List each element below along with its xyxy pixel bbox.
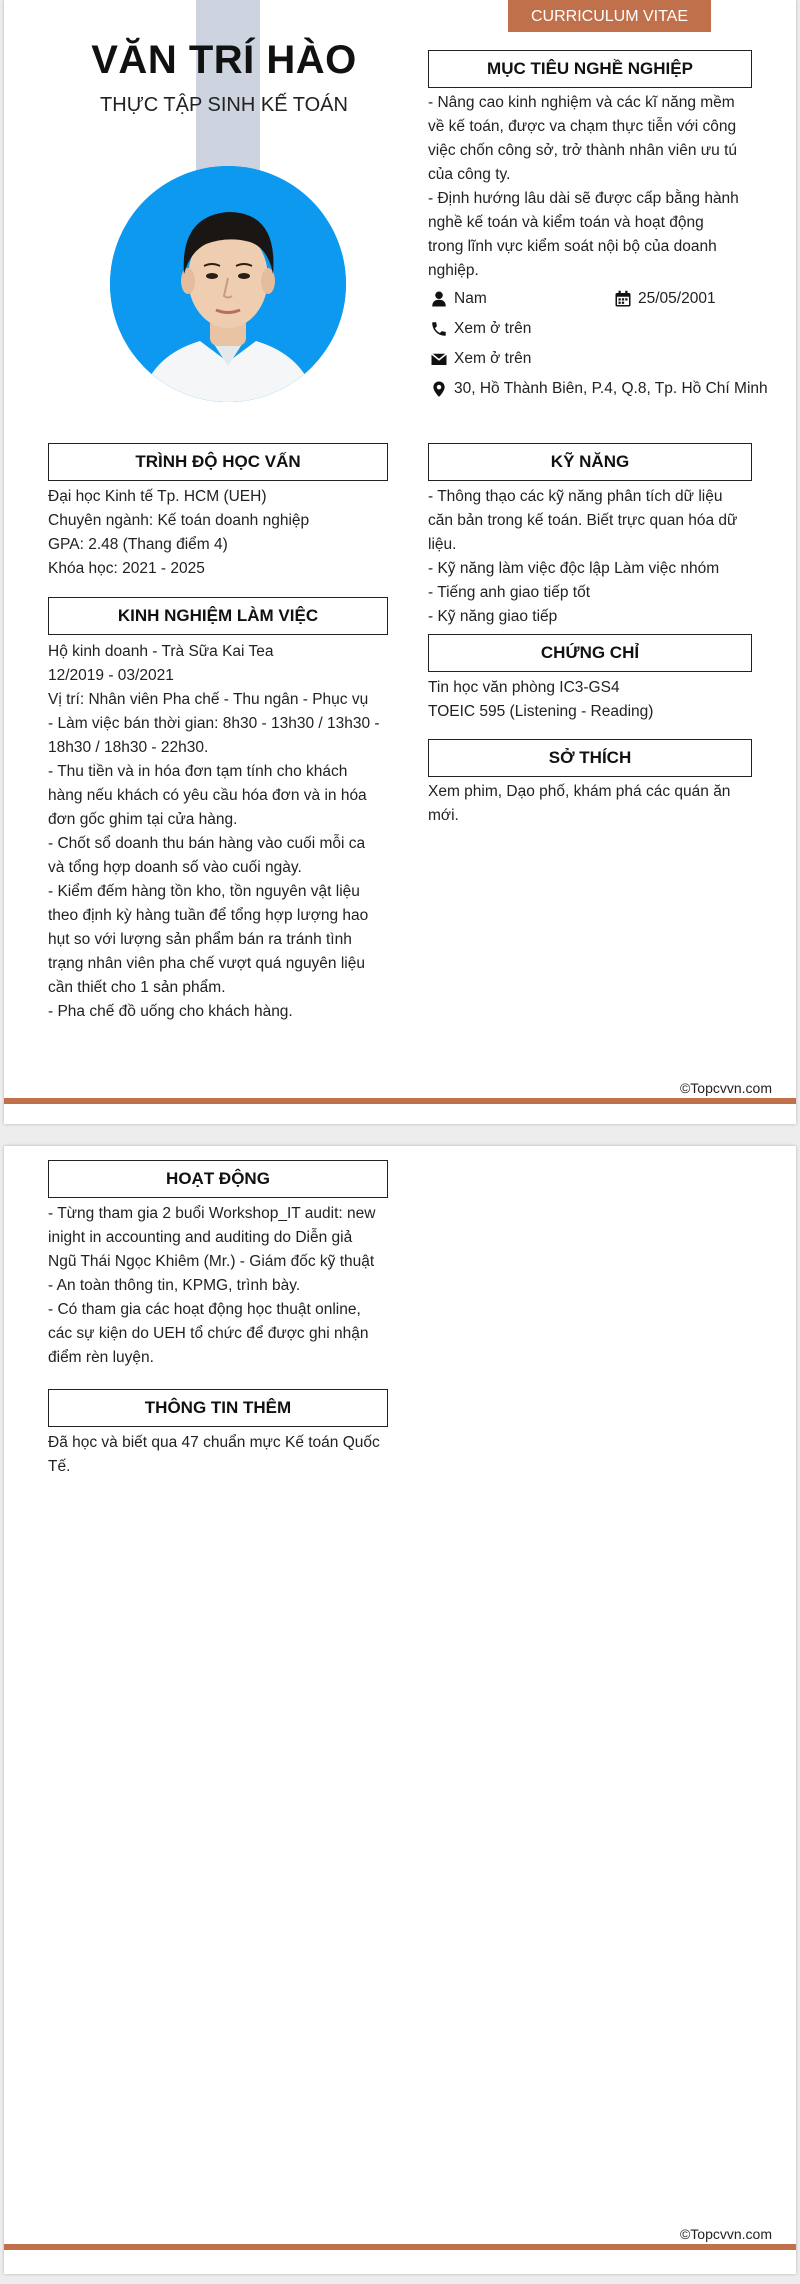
footer-divider <box>4 1098 796 1104</box>
hobbies-line: mới. <box>428 807 459 824</box>
education-title: TRÌNH ĐỘ HỌC VẤN <box>48 443 388 481</box>
skills-line: liệu. <box>428 536 457 553</box>
copyright: ©Topcvvn.com <box>679 1080 772 1096</box>
activities-line: - Từng tham gia 2 buổi Workshop_IT audit: new <box>48 1205 376 1222</box>
experience-text <box>48 640 388 1024</box>
hobbies-text <box>428 780 758 828</box>
education-line: GPA: 2.48 (Thang điểm 4) <box>48 536 228 553</box>
experience-line: Hộ kinh doanh - Trà Sữa Kai Tea <box>48 643 274 660</box>
education-line: Khóa học: 2021 - 2025 <box>48 560 205 577</box>
candidate-role: THỰC TẬP SINH KẾ TOÁN <box>100 94 348 116</box>
experience-line: - Chốt sổ doanh thu bán hàng vào cuối mỗi ca <box>48 835 366 852</box>
location-pin-icon <box>430 380 448 398</box>
experience-line: hụt so với lượng sản phẩm bán ra tránh tình <box>48 931 352 948</box>
footer-divider <box>4 2244 796 2250</box>
activities-line: inight in accounting and auditing do Diễn giả <box>48 1229 353 1246</box>
email-row <box>430 350 531 368</box>
decorative-stripe <box>196 0 260 172</box>
education-line: Chuyên ngành: Kế toán doanh nghiệp <box>48 512 310 529</box>
experience-line: và tổng hợp doanh số vào cuối ngày. <box>48 859 302 876</box>
envelope-icon <box>430 350 448 368</box>
calendar-icon <box>614 290 632 308</box>
dob-value: 25/05/2001 <box>638 290 716 307</box>
experience-line: 12/2019 - 03/2021 <box>48 667 174 684</box>
gender-row <box>430 290 487 308</box>
copyright: ©Topcvvn.com <box>679 2226 772 2242</box>
person-icon <box>430 290 448 308</box>
experience-line: - Pha chế đồ uống cho khách hàng. <box>48 1003 293 1020</box>
dob-row <box>614 290 716 308</box>
objective-title: MỤC TIÊU NGHỀ NGHIỆP <box>428 50 752 88</box>
extra-info-line: Tế. <box>48 1458 71 1475</box>
phone-row <box>430 320 531 338</box>
skills-line: - Thông thạo các kỹ năng phân tích dữ liệu <box>428 488 723 505</box>
experience-line: 18h30 / 18h30 - 22h30. <box>48 739 209 756</box>
extra-info-line: Đã học và biết qua 47 chuẩn mực Kế toán Quốc <box>48 1434 380 1451</box>
certificate-line: TOEIC 595 (Listening - Reading) <box>428 703 654 720</box>
hobbies-title: SỞ THÍCH <box>428 739 752 777</box>
objective-line: nghề kế toán và kiểm toán và hoạt động <box>428 214 704 231</box>
hobbies-line: Xem phim, Dạo phố, khám phá các quán ăn <box>428 783 731 800</box>
certificate-line: Tin học văn phòng IC3-GS4 <box>428 679 620 696</box>
objective-text <box>428 91 768 283</box>
objective-line: việc chốn công sở, trở thành nhân viên ưu tú <box>428 142 738 159</box>
certificates-text <box>428 676 758 724</box>
activities-line: - An toàn thông tin, KPMG, trình bày. <box>48 1277 301 1294</box>
experience-title: KINH NGHIỆM LÀM VIỆC <box>48 597 388 635</box>
cv-page-2 <box>4 1146 796 2274</box>
skills-line: - Kỹ năng giao tiếp <box>428 608 558 625</box>
phone-value: Xem ở trên <box>454 320 532 337</box>
skills-title: KỸ NĂNG <box>428 443 752 481</box>
extra-info-title: THÔNG TIN THÊM <box>48 1389 388 1427</box>
activities-text <box>48 1202 388 1370</box>
candidate-name: VĂN TRÍ HÀO <box>91 38 357 82</box>
activities-line: điểm rèn luyện. <box>48 1349 154 1366</box>
objective-line: nghiệp. <box>428 262 479 279</box>
experience-line: cần thiết cho 1 sản phẩm. <box>48 979 226 996</box>
curriculum-vitae-tag: CURRICULUM VITAE <box>508 0 711 32</box>
address-value: 30, Hồ Thành Biên, P.4, Q.8, Tp. Hồ Chí Minh <box>454 380 768 397</box>
experience-line: - Kiểm đếm hàng tồn kho, tồn nguyên vật liệu <box>48 883 360 900</box>
gender-value: Nam <box>454 290 487 307</box>
education-line: Đại học Kinh tế Tp. HCM (UEH) <box>48 488 267 505</box>
experience-line: Vị trí: Nhân viên Pha chế - Thu ngân - Phục vụ <box>48 691 369 708</box>
email-value: Xem ở trên <box>454 350 532 367</box>
avatar <box>110 166 346 402</box>
experience-line: theo định kỳ hàng tuần để tổng hợp lượng hao <box>48 907 369 924</box>
skills-line: căn bản trong kế toán. Biết trực quan hóa dữ <box>428 512 738 529</box>
objective-line: trong lĩnh vực kiểm soát nội bộ của doanh <box>428 238 717 255</box>
experience-line: đơn gốc ghim tại cửa hàng. <box>48 811 238 828</box>
objective-line: về kế toán, được va chạm thực tiễn với công <box>428 118 737 135</box>
address-row <box>430 380 768 398</box>
experience-line: - Thu tiền và in hóa đơn tạm tính cho khách <box>48 763 348 780</box>
experience-line: - Làm việc bán thời gian: 8h30 - 13h30 / 13h30 - <box>48 715 380 732</box>
skills-text <box>428 485 758 629</box>
extra-info-text <box>48 1431 388 1479</box>
experience-line: trạng nhân viên pha chế vượt quá nguyên liệu <box>48 955 365 972</box>
certificates-title: CHỨNG CHỈ <box>428 634 752 672</box>
objective-line: của công ty. <box>428 166 511 183</box>
education-text <box>48 485 388 581</box>
cv-page-1 <box>4 0 796 1124</box>
skills-line: - Tiếng anh giao tiếp tốt <box>428 584 591 601</box>
activities-line: - Có tham gia các hoạt động học thuật online, <box>48 1301 361 1318</box>
skills-line: - Kỹ năng làm việc độc lập Làm việc nhóm <box>428 560 720 577</box>
activities-line: Ngũ Thái Ngọc Khiêm (Mr.) - Giám đốc kỹ thuật <box>48 1253 375 1270</box>
objective-line: - Nâng cao kinh nghiệm và các kĩ năng mềm <box>428 94 735 111</box>
activities-line: các sự kiện do UEH tổ chức để được ghi nhận <box>48 1325 369 1342</box>
phone-icon <box>430 320 448 338</box>
portrait-photo <box>110 166 346 402</box>
objective-line: - Định hướng lâu dài sẽ được cấp bằng hành <box>428 190 739 207</box>
activities-title: HOẠT ĐỘNG <box>48 1160 388 1198</box>
experience-line: hàng nếu khách có yêu cầu hóa đơn và in hóa <box>48 787 367 804</box>
